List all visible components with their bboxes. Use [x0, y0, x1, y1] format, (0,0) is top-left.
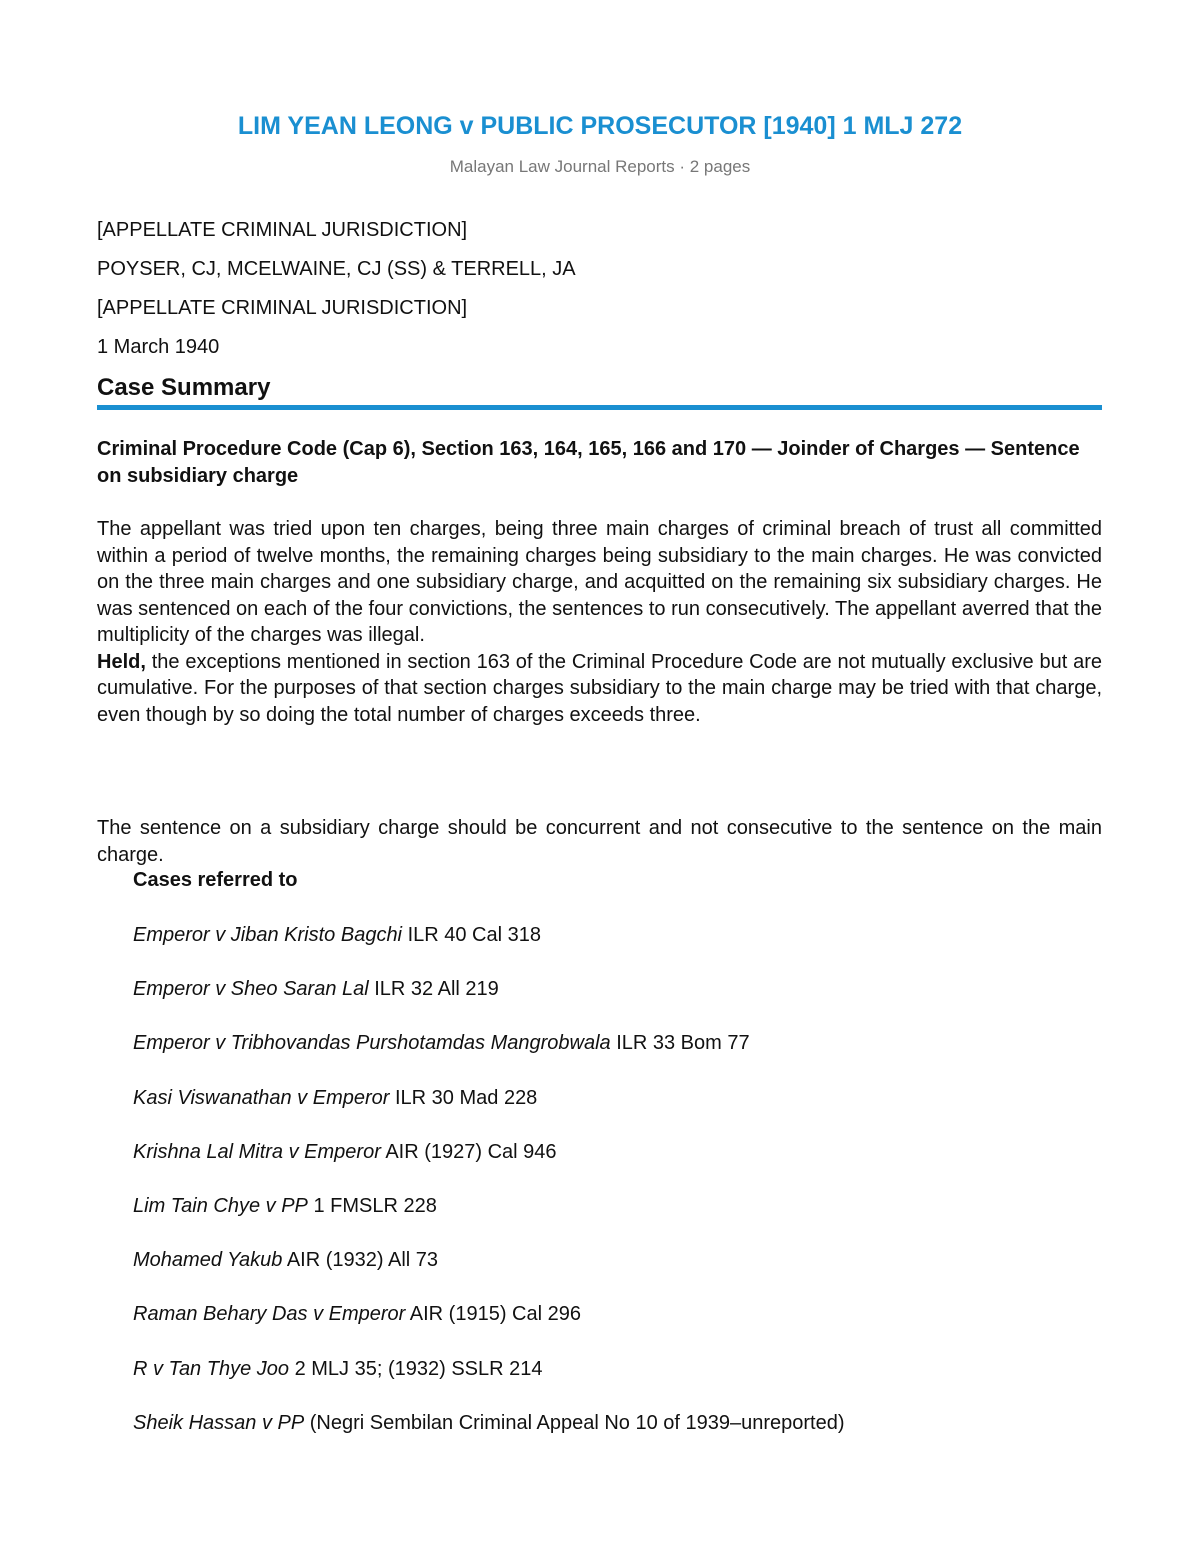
case-name: Kasi Viswanathan v Emperor: [133, 1086, 390, 1109]
case-item: [133, 1029, 845, 1083]
case-citation: ILR 32 All 219: [368, 978, 499, 1001]
case-citation: 2 MLJ 35; (1932) SSLR 214: [289, 1357, 543, 1380]
case-name: Mohamed Yakub: [133, 1249, 283, 1272]
case-citation: ILR 30 Mad 228: [389, 1086, 538, 1109]
decision-date: 1 March 1940: [97, 336, 220, 358]
facts-paragraph: [97, 516, 1102, 728]
case-item: [133, 1355, 845, 1409]
case-name: Emperor v Jiban Kristo Bagchi: [133, 924, 403, 946]
case-name: Emperor v Sheo Saran Lal: [133, 978, 369, 1001]
facts-text: The appellant was tried upon ten charges, being three main charges of criminal breach of trust all committed within a period of twelve months, the remaining charges being subsidiary to the main charges. He was convicted on the three main charges and one subsidiary charge, and acquitted on the remaining six subsidiary charges. He was sentenced on each of the four convictions, the sentences to run consecutively. The appellant averred that the multiplicity of the charges was illegal.: [97, 518, 1102, 646]
held-label: Held,: [97, 650, 146, 673]
case-item: [133, 1138, 845, 1192]
case-name: R v Tan Thye Joo: [133, 1357, 290, 1380]
jurisdiction-line-repeat: [APPELLATE CRIMINAL JURISDICTION]: [97, 297, 468, 319]
case-citation: (Negri Sembilan Criminal Appeal No 10 of 1939–unreported): [304, 1411, 845, 1434]
case-name: Krishna Lal Mitra v Emperor: [133, 1140, 381, 1163]
case-citation: 1 FMSLR 228: [307, 1194, 437, 1217]
cases-heading: Cases referred to: [133, 869, 298, 891]
case-item: [133, 1300, 845, 1354]
section-divider: [97, 405, 1102, 410]
case-item: [133, 921, 845, 975]
jurisdiction-line: [APPELLATE CRIMINAL JURISDICTION]: [97, 219, 468, 241]
case-citation: AIR (1915) Cal 296: [405, 1303, 581, 1326]
case-name: Emperor v Tribhovandas Purshotamdas Mangrobwala: [133, 1032, 611, 1055]
coram-line: POYSER, CJ, MCELWAINE, CJ (SS) & TERRELL, JA: [97, 258, 576, 280]
case-name: Sheik Hassan v PP: [133, 1411, 305, 1434]
case-item: [133, 1409, 845, 1463]
case-name: Raman Behary Das v Emperor: [133, 1303, 406, 1326]
case-citation: ILR 33 Bom 77: [610, 1032, 750, 1055]
held-text: the exceptions mentioned in section 163 of the Criminal Procedure Code are not mutually exclusive but are cumulative. For the purposes of that section charges subsidiary to the main charge may be tried with that charge, even though by so doing the total number of charges exceeds three.: [97, 650, 1102, 726]
case-citation: ILR 40 Cal 318: [402, 924, 541, 946]
case-item: [133, 1192, 845, 1246]
case-citation: AIR (1927) Cal 946: [380, 1140, 557, 1163]
catchwords: Criminal Procedure Code (Cap 6), Section 163, 164, 165, 166 and 170 — Joinder of Charges — Sentence on subsidiary charge: [97, 438, 1080, 487]
cases-list: [133, 921, 845, 1463]
case-item: [133, 1246, 845, 1300]
document-title: LIM YEAN LEONG v PUBLIC PROSECUTOR [1940] 1 MLJ 272: [237, 112, 963, 140]
case-name: Lim Tain Chye v PP: [133, 1194, 308, 1217]
sentence-paragraph: The sentence on a subsidiary charge should be concurrent and not consecutive to the sentence on the main charge.: [97, 817, 1102, 866]
case-item: [133, 975, 845, 1029]
document-subtitle: Malayan Law Journal Reports · 2 pages: [449, 157, 751, 176]
case-item: [133, 1084, 845, 1138]
section-heading-case-summary: Case Summary: [97, 374, 271, 401]
case-citation: AIR (1932) All 73: [282, 1249, 439, 1272]
